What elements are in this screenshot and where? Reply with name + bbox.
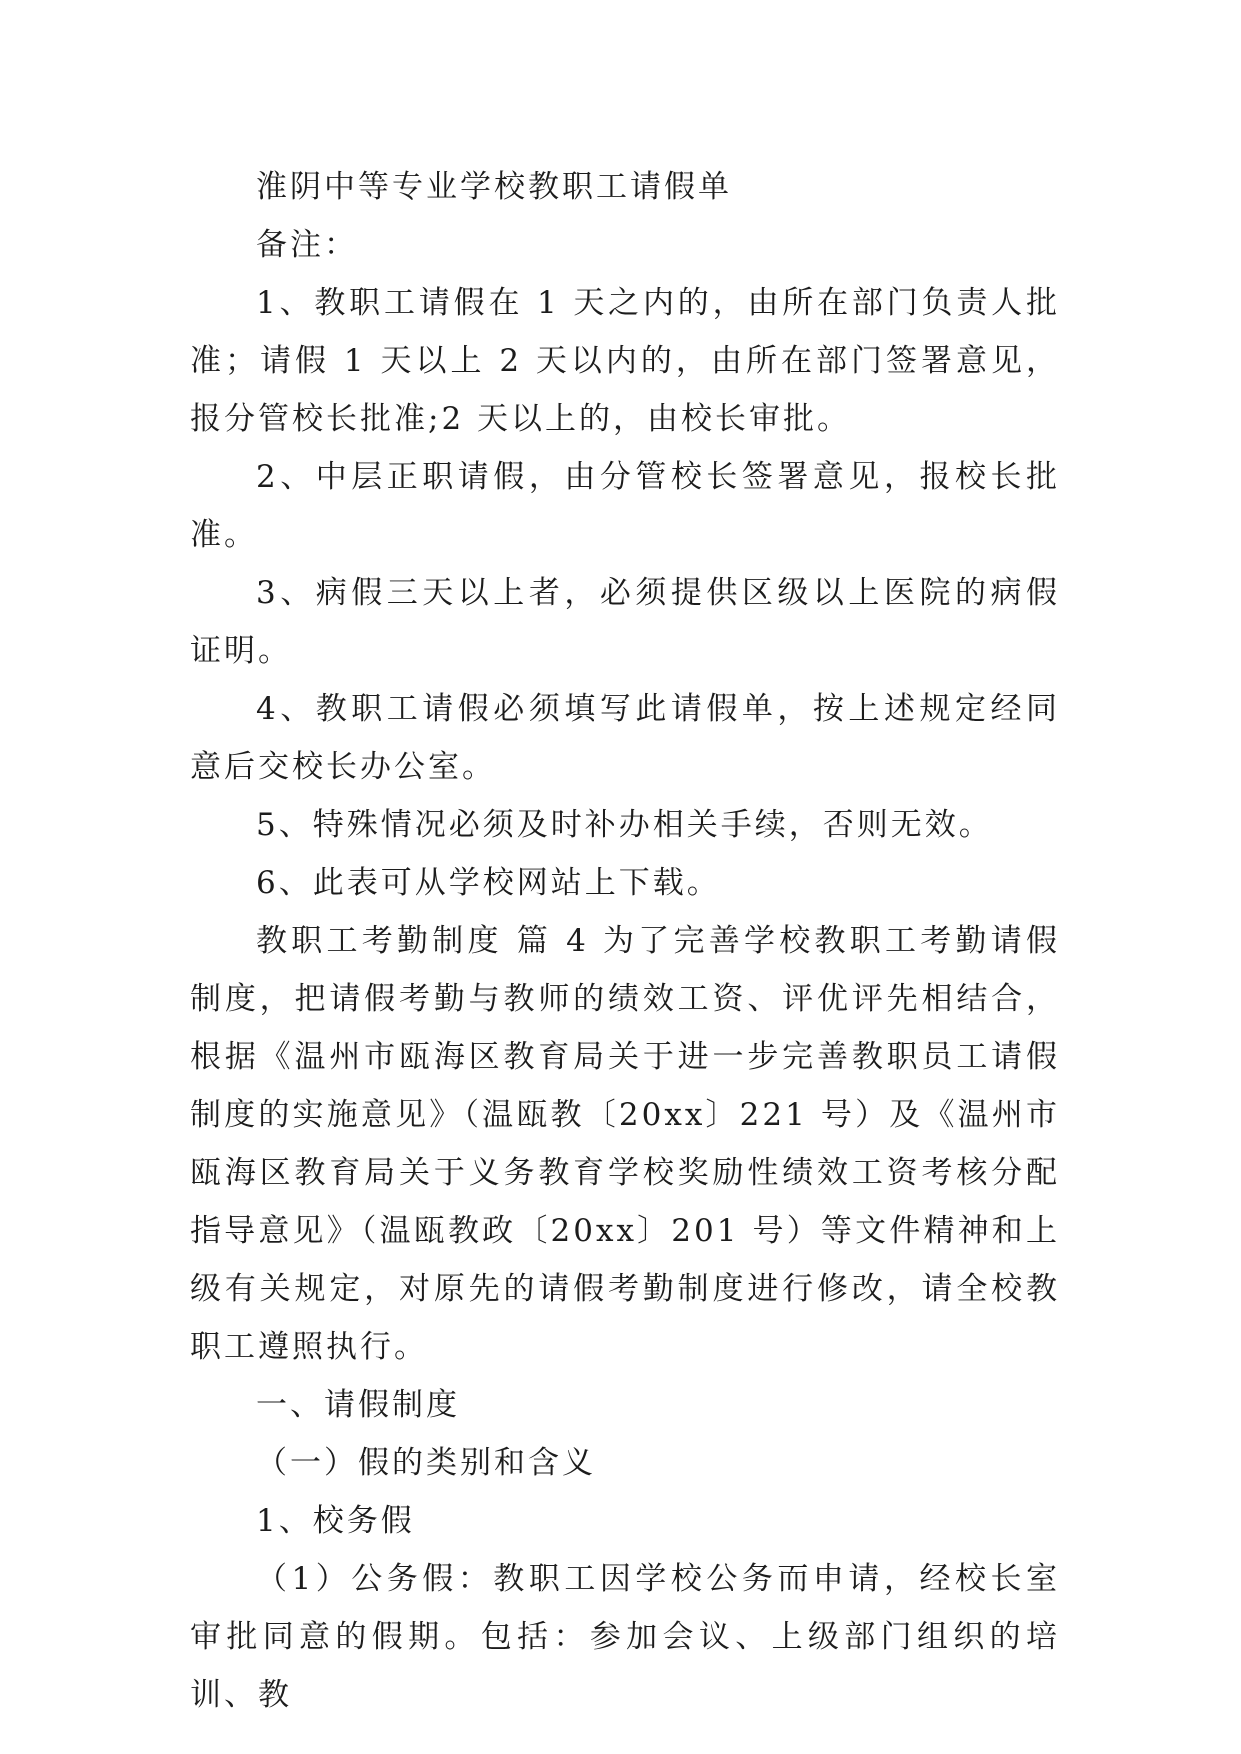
section-heading-leave-system: 一、请假制度 xyxy=(256,1387,460,1423)
section-intro-paragraph: 教职工考勤制度 篇 4 为了完善学校教职工考勤请假制度，把请假考勤与教师的绩效工资、评优评先相结合，根据《温州市瓯海区教育局关于进一步完善教职员工请假制度的实施意见》（温瓯教〔20xx〕221 号）及《温州市瓯海区教育局关于义务教育学校奖励性绩效工资考核分配指导意见》（温瓯教政〔20xx〕201 号）等文件精神和上级有关规定，对原先的请假考勤制度进行修改，请全校教职工遵照执行。 xyxy=(190,923,1060,1365)
note-item-3: 3、病假三天以上者，必须提供区级以上医院的病假证明。 xyxy=(190,575,1060,669)
subsection-heading-leave-types: （一）假的类别和含义 xyxy=(256,1445,596,1481)
note-item-6: 6、此表可从学校网站上下载。 xyxy=(256,865,721,901)
item-official-leave: （1）公务假：教职工因学校公务而申请，经校长室审批同意的假期。包括：参加会议、上级部门组织的培训、教 xyxy=(190,1561,1060,1713)
note-item-4: 4、教职工请假必须填写此请假单，按上述规定经同意后交校长办公室。 xyxy=(190,691,1060,785)
note-item-5: 5、特殊情况必须及时补办相关手续，否则无效。 xyxy=(256,807,993,843)
note-item-2: 2、中层正职请假，由分管校长签署意见，报校长批准。 xyxy=(190,459,1060,553)
note-item-1: 1、教职工请假在 1 天之内的，由所在部门负责人批准；请假 1 天以上 2 天以内的，由所在部门签署意见，报分管校长批准;2 天以上的，由校长审批。 xyxy=(190,285,1060,437)
item-heading-school-leave: 1、校务假 xyxy=(256,1503,415,1539)
form-title: 淮阴中等专业学校教职工请假单 xyxy=(256,169,732,205)
notes-heading: 备注： xyxy=(256,227,358,263)
document-body xyxy=(190,158,1060,1724)
